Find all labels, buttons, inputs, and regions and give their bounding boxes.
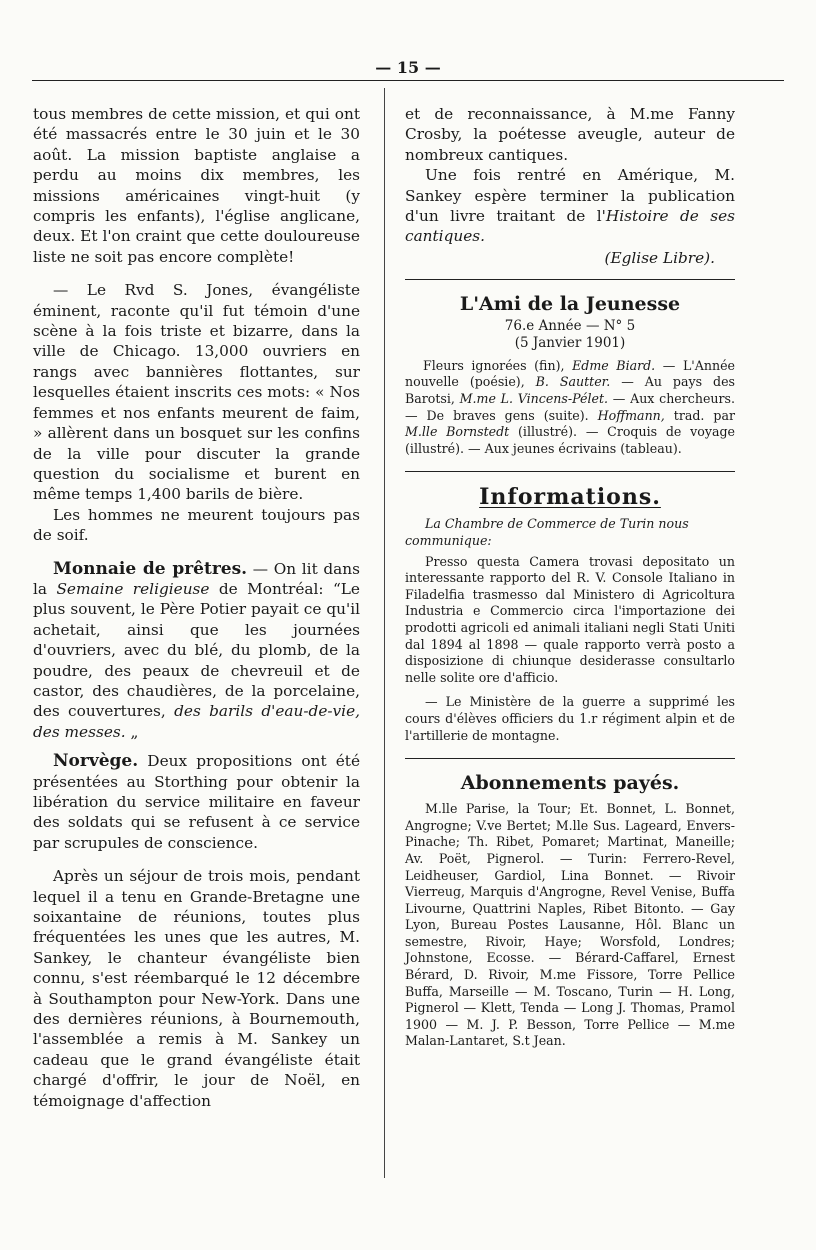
left-paragraph-1: tous membres de cette mission, et qui ont été massacrés entre le 30 juin et le 30 août. La mission baptiste anglaise a perdu au moins dix membres, les missions américaines vingt-huit (y compris les enfants), l'église anglicane, deux. Et l'on craint que cette douloureuse liste ne soit pas encore complète! (33, 105, 360, 266)
abonnements-title: Abonnements payés. (460, 772, 680, 795)
monnaie-heading: Monnaie de prêtres. (53, 558, 248, 579)
ami-t2: — L'Année nouvelle (poésie), (405, 357, 735, 390)
informations-paragraph-2: — Le Ministère de la guerre a supprimé les cours d'élèves officiers du 1.r régiment alpin et de l'artillerie de montagne. (405, 694, 735, 743)
norvege-heading: Norvège. (53, 751, 139, 772)
ami-a4: Hoffmann, (597, 407, 665, 423)
ami-a2: B. Sautter. (535, 374, 611, 390)
sankey-paragraph: Après un séjour de trois mois, pendant lequel il a tenu en Grande-Bretagne une soixantaine de réunions, toutes plus fréquentées les unes que les autres, M. Sankey, le chanteur évangéliste bien connu, s'est réembarqué le 12 décembre à Southampton pour New-York. Dans une des dernières réunions, à Bournemouth, l'assemblée a remis à M. Sankey un cadeau que le grand évangéliste était chargé d'offrir, le jour de Noël, en témoignage d'affection (33, 867, 360, 1110)
ami-a5: M.lle Bornstedt (405, 424, 510, 440)
ami-contents (405, 358, 735, 458)
ami-date: (5 Janvier 1901) (514, 334, 626, 351)
ami-t4: — Aux chercheurs. — De braves gens (suite). (405, 391, 735, 423)
monnaie-text-b: de Montréal: “Le plus souvent, le Père Potier payait ce qu'il achetait, ainsi que les journées d'ouvriers, avec du blé, du plomb, de la poudre, des peaux de chevreuil et de castor, des chaudières, de la porcelaine, des couvertures, (33, 579, 360, 721)
right-paragraph-1: et de reconnaissance, à M.me Fanny Crosby, la poétesse aveugle, auteur de nombreux cantiques. (405, 105, 735, 164)
ami-a3: M.me L. Vincens-Pélet. (459, 391, 609, 407)
source-eglise-libre: (Eglise Libre). (604, 248, 715, 267)
monnaie-end: „ (125, 722, 139, 741)
informations-paragraph-1: Presso questa Camera trovasi depositato un interessante rapporto del R. V. Console Italiano in Filadelfia trasmesso dal Ministero di Agricoltura Industria e Commercio circa l'importazione dei prodotti agricoli ed animali italiani negli Stati Uniti dal 1894 al 1898 — quale rapporto verrà posto a disposizione di chiunque desiderasse consultarlo nelle solite ore d'afficio. (405, 553, 735, 685)
monnaie-text-a: — On lit dans la (33, 559, 360, 598)
left-paragraph-soif: Les hommes ne meurent toujours pas de soif. (33, 505, 360, 545)
ami-year: 76.e Année — N° 5 (504, 317, 636, 334)
right-column (405, 104, 735, 1050)
page-number: — 15 — (375, 58, 441, 77)
informations-intro: La Chambre de Commerce de Turin nous communique: (405, 516, 689, 548)
norvege-text: Deux propositions ont été présentées au Storthing pour obtenir la libération du service militaire en faveur des soldats qui se refusent à ce service par scrupules de conscience. (33, 752, 360, 852)
informations-title: Informations. (479, 484, 661, 511)
abonnements-list: M.lle Parise, la Tour; Et. Bonnet, L. Bonnet, Angrogne; V.ve Bertet; M.lle Sus. Lageard, Envers-Pinache; Th. Ribet, Pomaret; Martinat, Maneille; Av. Poët, Pignerol. — Turin: Ferrero-Revel, Leidheuser, Gardiol, Lina Bonnet. — Rivoir Vierreug, Marquis d'Angrogne, Revel Venise, Buffa Livourne, Quattrini Naples, Ribet Bitonto. — Gay Lyon, Bureau Postes Lausanne, Hôl. Blanc un semestre, Rivoir, Haye; Worsfold, Londres; Johnstone, Ecosse. — Bérard-Caffarel, Ernest Bérard, D. Rivoir, M.me Fissore, Torre Pellice Buffa, Marseille — M. Toscano, Turin — H. Long, Pignerol — Klett, Tenda — Long J. Thomas, Pramol 1900 — M. J. P. Besson, Torre Pellice — M.me Malan-Lantaret, S.t Jean. (405, 801, 735, 1049)
rule-3 (405, 758, 735, 759)
ami-t6: (illustré). — Croquis de voyage (illustré). — Aux jeunes écrivains (tableau). (405, 424, 735, 456)
ami-t3: — Au pays des Barotsi, (405, 374, 735, 407)
rule-2 (405, 471, 735, 472)
left-paragraph-jones: — Le Rvd S. Jones, évangéliste éminent, raconte qu'il fut témoin d'une scène à la fois triste et bizarre, dans la ville de Chicago. 13,000 ouvriers en rangs avec bannières flottantes, sur lesquelles étaient inscrits ces mots: « Nos femmes et nos enfants meurent de faim, » allèrent dans un bosquet sur les confins de la ville pour discuter la grande question du socialisme et burent en même temps 1,400 barils de bière. (33, 281, 360, 504)
norvege-paragraph (33, 751, 360, 853)
ami-t5: trad. par (664, 407, 735, 423)
monnaie-italic: des barils d'eau-de-vie, des messes. (33, 702, 360, 741)
right-p2-italic: Histoire de ses cantiques. (405, 207, 735, 246)
right-paragraph-2 (405, 165, 735, 247)
ami-a1: Edme Biard. (572, 357, 656, 373)
ami-t1: Fleurs ignorées (fin), (423, 357, 573, 373)
rule-1 (405, 279, 735, 280)
left-column (33, 104, 360, 1111)
right-p2-text: Une fois rentré en Amérique, M. Sankey espère terminer la publication d'un livre traitant de l' (405, 166, 735, 226)
column-divider (384, 88, 385, 1178)
monnaie-source: Semaine religieuse (56, 579, 210, 598)
monnaie-paragraph (33, 559, 360, 743)
ami-title: L'Ami de la Jeunesse (459, 292, 681, 315)
header-rule (32, 80, 784, 81)
